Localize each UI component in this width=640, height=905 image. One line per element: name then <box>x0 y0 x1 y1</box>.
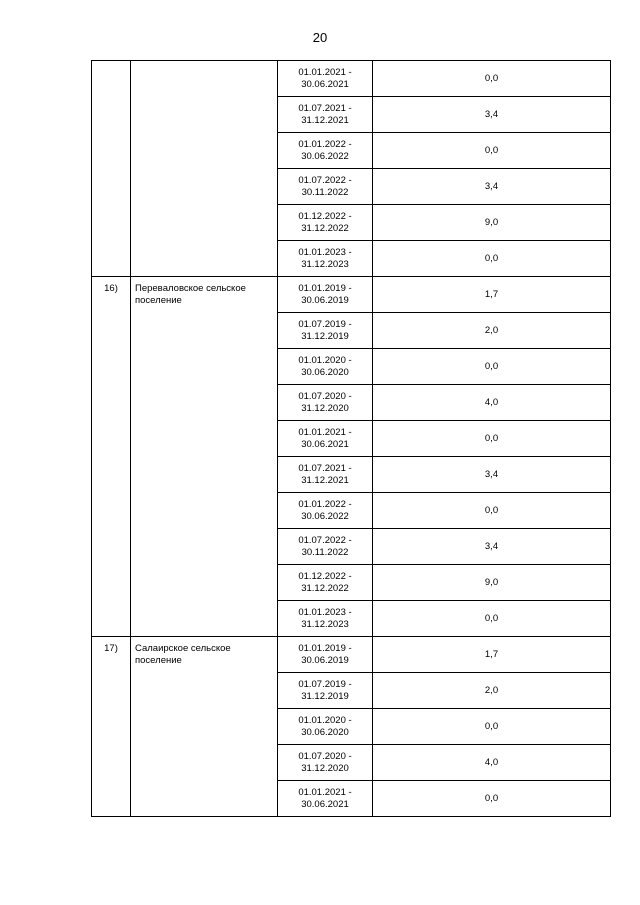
period-end: 31.12.2022 <box>301 222 349 234</box>
period-cell <box>278 637 373 673</box>
settlement-name <box>131 61 278 277</box>
period-end: 30.06.2022 <box>301 150 349 162</box>
period-start: 01.01.2022 - <box>298 138 352 150</box>
period-end: 30.06.2021 <box>301 798 349 810</box>
period-end: 30.06.2020 <box>301 726 349 738</box>
period-start: 01.07.2022 - <box>298 534 352 546</box>
rate-value: 0,0 <box>373 241 611 277</box>
period-start: 01.12.2022 - <box>298 210 352 222</box>
period-cell <box>278 565 373 601</box>
period-end: 30.06.2021 <box>301 78 349 90</box>
table-row <box>92 637 611 673</box>
settlement-number <box>92 61 131 277</box>
period-start: 01.12.2022 - <box>298 570 352 582</box>
rate-value: 0,0 <box>373 493 611 529</box>
rate-value: 0,0 <box>373 133 611 169</box>
period-end: 30.11.2022 <box>301 546 349 558</box>
period-start: 01.01.2023 - <box>298 246 352 258</box>
period-end: 31.12.2020 <box>301 402 349 414</box>
period-cell <box>278 97 373 133</box>
period-cell <box>278 205 373 241</box>
period-end: 31.12.2020 <box>301 762 349 774</box>
period-cell <box>278 169 373 205</box>
rate-value: 2,0 <box>373 673 611 709</box>
period-end: 31.12.2023 <box>301 618 349 630</box>
rate-value: 3,4 <box>373 97 611 133</box>
rate-value: 0,0 <box>373 421 611 457</box>
settlement-name: Салаирское сельское поселение <box>131 637 278 817</box>
period-start: 01.01.2020 - <box>298 714 352 726</box>
rate-value: 0,0 <box>373 601 611 637</box>
period-start: 01.01.2019 - <box>298 642 352 654</box>
rate-value: 3,4 <box>373 529 611 565</box>
period-cell <box>278 349 373 385</box>
period-end: 30.06.2019 <box>301 294 349 306</box>
rate-value: 2,0 <box>373 313 611 349</box>
page-number: 20 <box>312 30 328 45</box>
period-start: 01.01.2021 - <box>298 786 352 798</box>
settlement-number: 16) <box>92 277 131 637</box>
rate-value: 9,0 <box>373 565 611 601</box>
period-end: 30.06.2022 <box>301 510 349 522</box>
period-start: 01.07.2019 - <box>298 678 352 690</box>
table-row <box>92 61 611 97</box>
rate-value: 1,7 <box>373 277 611 313</box>
settlement-number: 17) <box>92 637 131 817</box>
period-end: 31.12.2022 <box>301 582 349 594</box>
rate-value: 4,0 <box>373 745 611 781</box>
period-end: 30.06.2019 <box>301 654 349 666</box>
period-cell <box>278 781 373 817</box>
period-end: 31.12.2023 <box>301 258 349 270</box>
period-end: 31.12.2021 <box>301 114 349 126</box>
rate-value: 0,0 <box>373 349 611 385</box>
period-start: 01.07.2020 - <box>298 390 352 402</box>
period-start: 01.07.2021 - <box>298 462 352 474</box>
period-start: 01.01.2022 - <box>298 498 352 510</box>
period-cell <box>278 61 373 97</box>
table-body <box>92 61 611 817</box>
period-start: 01.01.2023 - <box>298 606 352 618</box>
rate-value: 3,4 <box>373 457 611 493</box>
period-end: 31.12.2019 <box>301 330 349 342</box>
period-end: 30.06.2020 <box>301 366 349 378</box>
period-cell <box>278 421 373 457</box>
period-start: 01.07.2019 - <box>298 318 352 330</box>
period-cell <box>278 493 373 529</box>
period-start: 01.01.2020 - <box>298 354 352 366</box>
period-cell <box>278 313 373 349</box>
period-end: 30.06.2021 <box>301 438 349 450</box>
rate-value: 4,0 <box>373 385 611 421</box>
rates-table <box>91 60 611 817</box>
period-cell <box>278 133 373 169</box>
period-cell <box>278 745 373 781</box>
settlement-name: Перевaловское сельское поселение <box>131 277 278 637</box>
period-cell <box>278 529 373 565</box>
period-start: 01.01.2021 - <box>298 426 352 438</box>
period-end: 30.11.2022 <box>301 186 349 198</box>
period-cell <box>278 385 373 421</box>
rate-value: 9,0 <box>373 205 611 241</box>
period-start: 01.01.2019 - <box>298 282 352 294</box>
rate-value: 1,7 <box>373 637 611 673</box>
period-cell <box>278 457 373 493</box>
period-cell <box>278 241 373 277</box>
rate-value: 0,0 <box>373 781 611 817</box>
table-row <box>92 277 611 313</box>
period-cell <box>278 673 373 709</box>
period-cell <box>278 601 373 637</box>
period-end: 31.12.2021 <box>301 474 349 486</box>
period-start: 01.07.2020 - <box>298 750 352 762</box>
period-end: 31.12.2019 <box>301 690 349 702</box>
period-start: 01.01.2021 - <box>298 66 352 78</box>
period-cell <box>278 709 373 745</box>
period-start: 01.07.2022 - <box>298 174 352 186</box>
period-cell <box>278 277 373 313</box>
rate-value: 0,0 <box>373 61 611 97</box>
rate-value: 3,4 <box>373 169 611 205</box>
rate-value: 0,0 <box>373 709 611 745</box>
period-start: 01.07.2021 - <box>298 102 352 114</box>
